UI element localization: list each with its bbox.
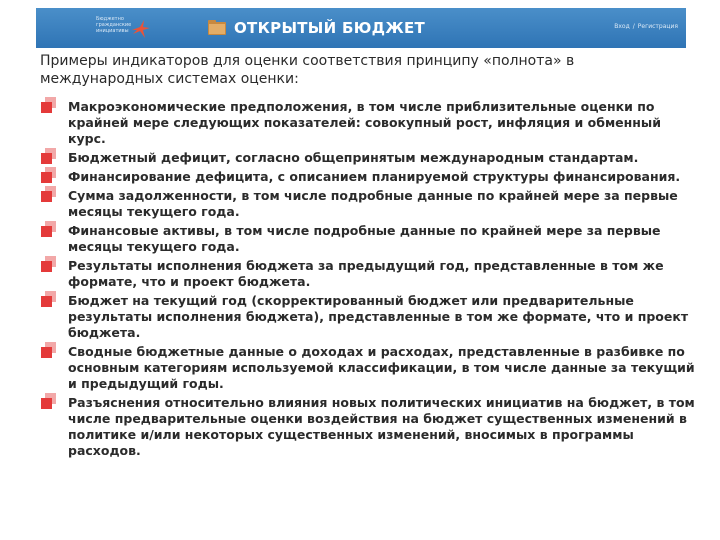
folder-icon (208, 19, 226, 35)
list-item-text: Бюджетный дефицит, согласно общепринятым международным стандартам. (68, 150, 639, 165)
list-item (40, 188, 700, 220)
list-item-text: Сводные бюджетные данные о доходах и расходах, представленные в разбивке по основным категориям используемой классификации, в том числе данные за текущий и предыдущий годы. (68, 344, 695, 391)
list-item (40, 223, 700, 255)
list-item-text: Финансирование дефицита, с описанием планируемой структуры финансирования. (68, 169, 681, 184)
indicator-list (40, 99, 700, 462)
bird-logo-icon (130, 18, 152, 40)
bullet-icon (40, 97, 58, 115)
link-separator: / (632, 23, 635, 30)
slide-heading: Примеры индикаторов для оценки соответствия принципу «полнота» в международных системах оценки: (40, 53, 575, 87)
logo-line: инициативы (96, 28, 129, 34)
logo-line: Бюджетно (96, 16, 124, 22)
list-item-text: Результаты исполнения бюджета за предыдущий год, представленные в том же формате, что и проект бюджета. (68, 258, 664, 289)
list-item-text: Бюджет на текущий год (скорректированный бюджет или предварительные результаты исполнения бюджета), представленные в том же формате, что и проект бюджета. (68, 293, 689, 340)
list-item-text: Финансовые активы, в том числе подробные данные по крайней мере за первые месяцы текущего года. (68, 223, 661, 254)
list-item (40, 99, 700, 147)
bullet-icon (40, 256, 58, 274)
list-item (40, 169, 700, 185)
list-item (40, 293, 700, 341)
site-logo[interactable] (44, 12, 132, 44)
bullet-icon (40, 167, 58, 185)
logo-line: гражданские (96, 22, 132, 28)
bullet-icon (40, 393, 58, 411)
list-item-text: Сумма задолженности, в том числе подробные данные по крайней мере за первые месяцы текущего года. (68, 188, 678, 219)
list-item (40, 344, 700, 392)
login-link[interactable]: Вход (614, 23, 630, 30)
bullet-icon (40, 221, 58, 239)
list-item-text: Макроэкономические предположения, в том числе приблизительные оценки по крайней мере следующих показателей: совокупный рост, инфляция и обменный курс. (68, 99, 661, 146)
bullet-icon (40, 291, 58, 309)
page-title: ОТКРЫТЫЙ БЮДЖЕТ (234, 19, 426, 37)
list-item-text: Разъяснения относительно влияния новых политических инициатив на бюджет, в том числе предварительные оценки воздействия на бюджет существенных изменений в политике и/или некоторых существенных изменений, вносимых в программы расходов. (68, 395, 695, 458)
list-item (40, 395, 700, 459)
header-banner (36, 8, 686, 48)
bullet-icon (40, 186, 58, 204)
bullet-icon (40, 342, 58, 360)
register-link[interactable]: Регистрация (637, 23, 678, 30)
list-item (40, 258, 700, 290)
auth-links (614, 23, 678, 30)
bullet-icon (40, 148, 58, 166)
list-item (40, 150, 700, 166)
